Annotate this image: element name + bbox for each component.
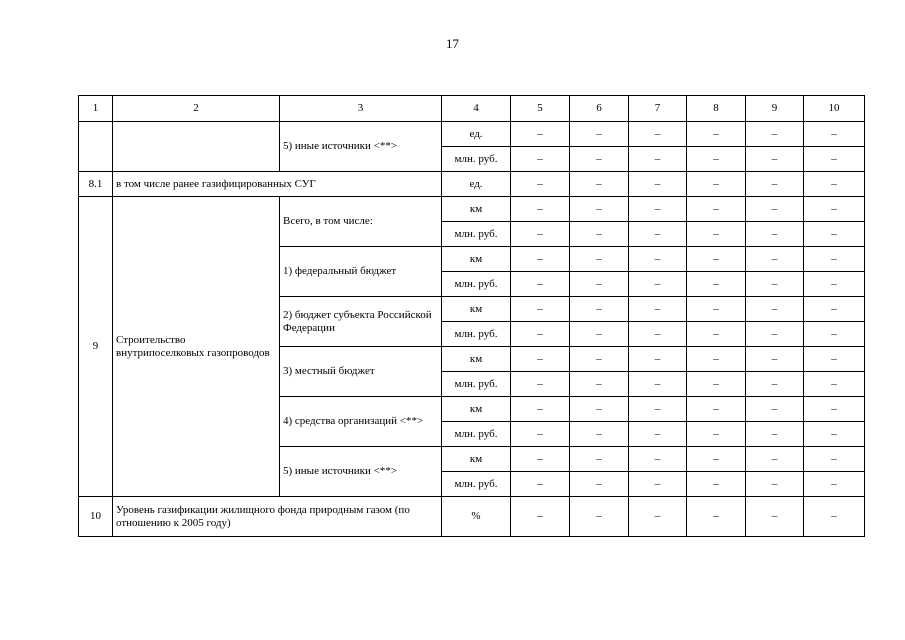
value-cell: –	[629, 347, 687, 372]
value-cell: –	[687, 197, 746, 222]
value-cell: –	[804, 397, 865, 422]
row-number-cell: 8.1	[79, 172, 113, 197]
value-cell: –	[511, 147, 570, 172]
row-number-cell: 10	[79, 497, 113, 537]
unit-cell: км	[442, 247, 511, 272]
value-cell: –	[687, 172, 746, 197]
unit-cell: км	[442, 397, 511, 422]
value-cell: –	[511, 197, 570, 222]
unit-cell: км	[442, 297, 511, 322]
value-cell: –	[687, 372, 746, 397]
value-cell: –	[687, 472, 746, 497]
value-cell: –	[511, 422, 570, 447]
value-cell: –	[804, 447, 865, 472]
value-cell: –	[629, 272, 687, 297]
value-cell: –	[804, 247, 865, 272]
value-cell: –	[746, 147, 804, 172]
data-table	[78, 95, 865, 537]
unit-cell: млн. руб.	[442, 422, 511, 447]
value-cell: –	[746, 372, 804, 397]
unit-cell: км	[442, 197, 511, 222]
value-cell: –	[511, 297, 570, 322]
row-number-cell: 9	[79, 197, 113, 497]
value-cell: –	[746, 447, 804, 472]
page-number: 17	[446, 36, 459, 51]
value-cell: –	[629, 447, 687, 472]
unit-cell: млн. руб.	[442, 372, 511, 397]
value-cell: –	[629, 222, 687, 247]
unit-cell: %	[442, 497, 511, 537]
value-cell: –	[687, 347, 746, 372]
indicator-cell: Строительство внутрипоселковых газопроводов	[113, 197, 280, 497]
value-cell: –	[746, 322, 804, 347]
value-cell: –	[746, 247, 804, 272]
value-cell: –	[570, 372, 629, 397]
value-cell: –	[804, 372, 865, 397]
header-cell: 6	[570, 96, 629, 122]
value-cell: –	[570, 272, 629, 297]
value-cell: –	[511, 222, 570, 247]
unit-cell: млн. руб.	[442, 322, 511, 347]
value-cell: –	[746, 172, 804, 197]
unit-cell: млн. руб.	[442, 147, 511, 172]
source-cell: 3) местный бюджет	[280, 347, 442, 397]
value-cell: –	[570, 472, 629, 497]
value-cell: –	[804, 472, 865, 497]
value-cell: –	[570, 197, 629, 222]
value-cell: –	[804, 197, 865, 222]
value-cell: –	[687, 397, 746, 422]
unit-cell: млн. руб.	[442, 272, 511, 297]
value-cell: –	[687, 447, 746, 472]
header-cell: 2	[113, 96, 280, 122]
value-cell: –	[804, 122, 865, 147]
value-cell: –	[511, 497, 570, 537]
table-row	[79, 197, 865, 222]
value-cell: –	[511, 322, 570, 347]
indicator-cell: Уровень газификации жилищного фонда природным газом (по отношению к 2005 году)	[113, 497, 442, 537]
value-cell: –	[511, 397, 570, 422]
value-cell: –	[746, 347, 804, 372]
value-cell: –	[629, 197, 687, 222]
value-cell: –	[629, 147, 687, 172]
unit-cell: ед.	[442, 172, 511, 197]
source-cell: 4) средства организаций <**>	[280, 397, 442, 447]
value-cell: –	[629, 297, 687, 322]
row-number-cell	[79, 122, 113, 172]
unit-cell: млн. руб.	[442, 472, 511, 497]
value-cell: –	[570, 347, 629, 372]
value-cell: –	[511, 472, 570, 497]
table-row	[79, 122, 865, 147]
value-cell: –	[746, 472, 804, 497]
table-row	[79, 172, 865, 197]
header-cell: 4	[442, 96, 511, 122]
source-cell: 2) бюджет субъекта Российской Федерации	[280, 297, 442, 347]
unit-cell: ед.	[442, 122, 511, 147]
header-cell: 9	[746, 96, 804, 122]
header-cell: 10	[804, 96, 865, 122]
value-cell: –	[570, 122, 629, 147]
value-cell: –	[629, 397, 687, 422]
value-cell: –	[804, 147, 865, 172]
value-cell: –	[570, 397, 629, 422]
header-cell: 1	[79, 96, 113, 122]
header-cell: 8	[687, 96, 746, 122]
value-cell: –	[687, 122, 746, 147]
value-cell: –	[629, 497, 687, 537]
value-cell: –	[570, 172, 629, 197]
indicator-cell	[113, 122, 280, 172]
value-cell: –	[746, 297, 804, 322]
value-cell: –	[511, 347, 570, 372]
header-cell: 5	[511, 96, 570, 122]
value-cell: –	[629, 472, 687, 497]
value-cell: –	[687, 322, 746, 347]
value-cell: –	[570, 322, 629, 347]
unit-cell: млн. руб.	[442, 222, 511, 247]
unit-cell: км	[442, 347, 511, 372]
header-cell: 7	[629, 96, 687, 122]
source-cell: Всего, в том числе:	[280, 197, 442, 247]
header-cell: 3	[280, 96, 442, 122]
value-cell: –	[804, 272, 865, 297]
indicator-cell: в том числе ранее газифицированных СУГ	[113, 172, 442, 197]
value-cell: –	[629, 172, 687, 197]
value-cell: –	[570, 422, 629, 447]
value-cell: –	[804, 297, 865, 322]
value-cell: –	[804, 172, 865, 197]
value-cell: –	[746, 122, 804, 147]
source-cell: 5) иные источники <**>	[280, 447, 442, 497]
value-cell: –	[804, 422, 865, 447]
value-cell: –	[570, 297, 629, 322]
value-cell: –	[570, 247, 629, 272]
value-cell: –	[687, 147, 746, 172]
value-cell: –	[687, 247, 746, 272]
unit-cell: км	[442, 447, 511, 472]
value-cell: –	[570, 447, 629, 472]
value-cell: –	[511, 447, 570, 472]
value-cell: –	[746, 422, 804, 447]
source-cell: 5) иные источники <**>	[280, 122, 442, 172]
value-cell: –	[629, 122, 687, 147]
value-cell: –	[570, 497, 629, 537]
header-row	[79, 96, 865, 122]
table-row	[79, 497, 865, 537]
value-cell: –	[804, 322, 865, 347]
value-cell: –	[804, 497, 865, 537]
value-cell: –	[511, 272, 570, 297]
value-cell: –	[511, 247, 570, 272]
value-cell: –	[570, 222, 629, 247]
value-cell: –	[746, 272, 804, 297]
value-cell: –	[629, 247, 687, 272]
value-cell: –	[746, 222, 804, 247]
value-cell: –	[629, 422, 687, 447]
value-cell: –	[804, 347, 865, 372]
value-cell: –	[570, 147, 629, 172]
value-cell: –	[746, 397, 804, 422]
value-cell: –	[746, 197, 804, 222]
value-cell: –	[687, 297, 746, 322]
value-cell: –	[629, 322, 687, 347]
value-cell: –	[687, 497, 746, 537]
value-cell: –	[511, 372, 570, 397]
value-cell: –	[746, 497, 804, 537]
value-cell: –	[804, 222, 865, 247]
value-cell: –	[687, 222, 746, 247]
source-cell: 1) федеральный бюджет	[280, 247, 442, 297]
value-cell: –	[511, 122, 570, 147]
value-cell: –	[629, 372, 687, 397]
value-cell: –	[687, 422, 746, 447]
value-cell: –	[687, 272, 746, 297]
value-cell: –	[511, 172, 570, 197]
